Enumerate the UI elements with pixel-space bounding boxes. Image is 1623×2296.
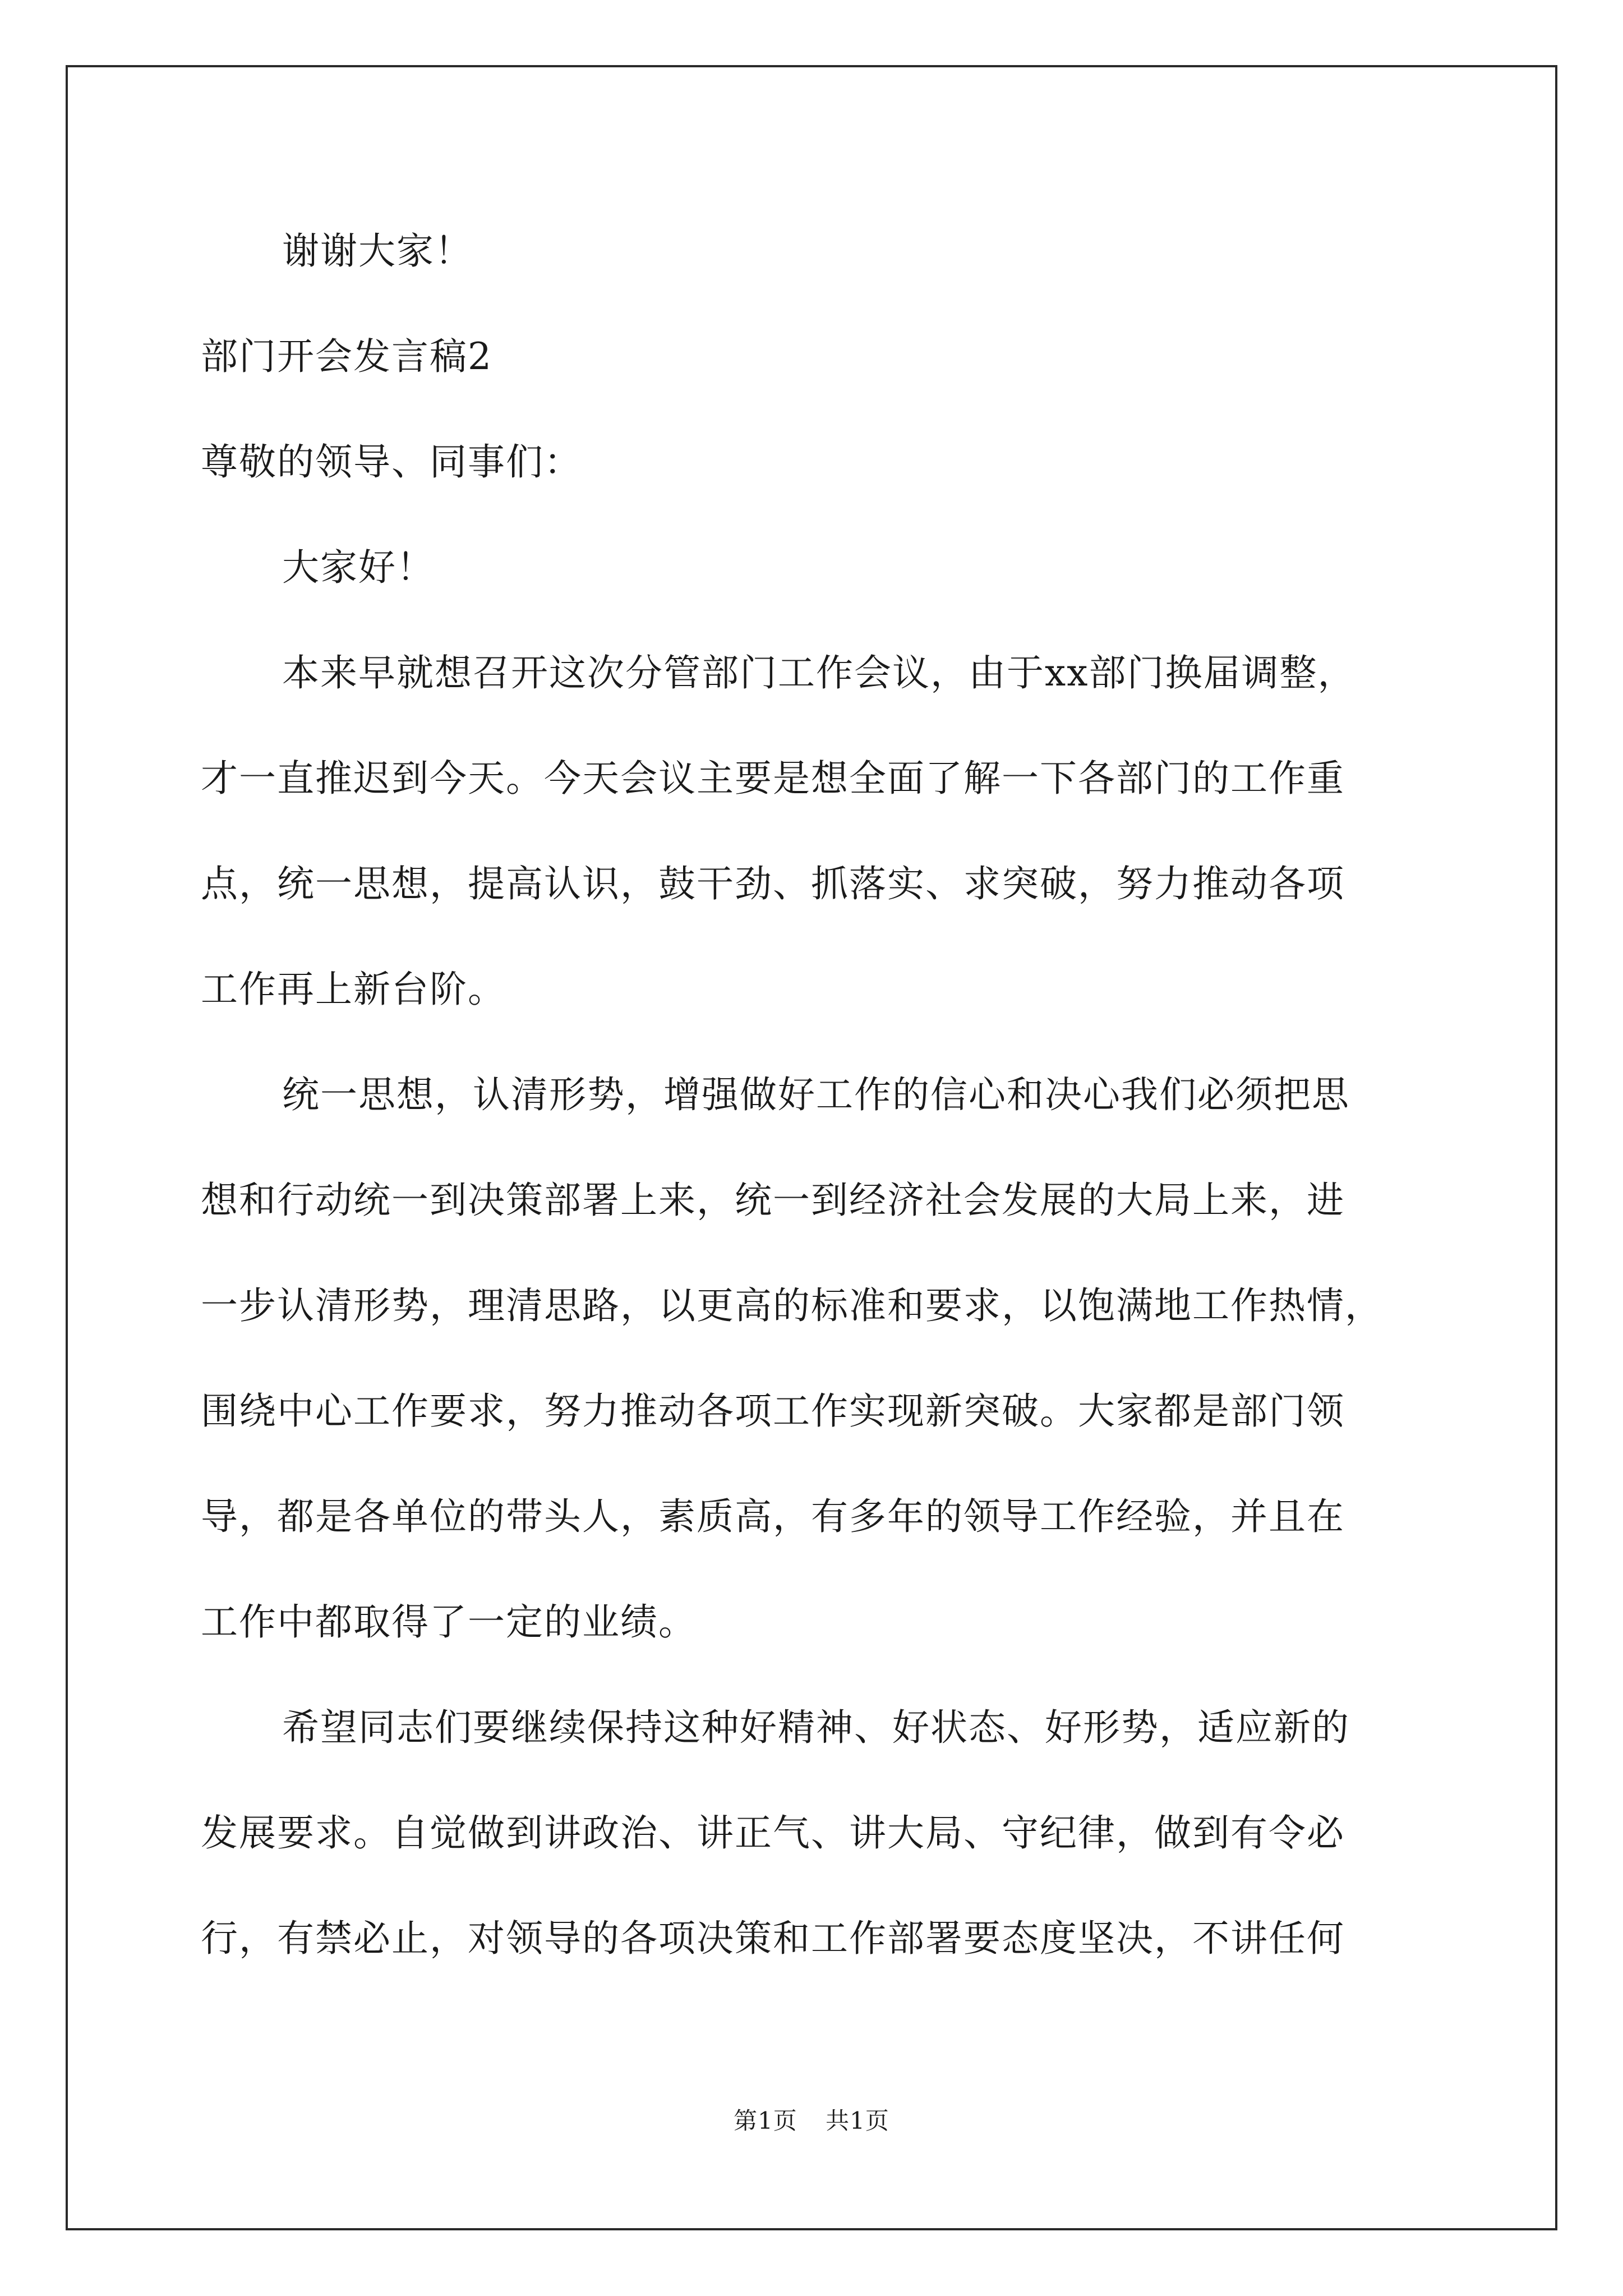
page-footer (0, 2102, 1623, 2136)
greeting: 大家好！ (282, 546, 435, 589)
page-border (66, 65, 1557, 2230)
closing-line: 谢谢大家！ (282, 229, 473, 273)
paragraph-line: 才一直推迟到今天。今天会议主要是想全面了解一下各部门的工作重 (201, 757, 1345, 800)
page-number: 第1页 (734, 2107, 797, 2134)
paragraph-line: 统一思想，认清形势，增强做好工作的信心和决心我们必须把思 (282, 1073, 1350, 1116)
paragraph-line: 点，统一思想，提高认识，鼓干劲、抓落实、求突破，努力推动各项 (201, 862, 1345, 905)
paragraph-line: 一步认清形势，理清思路，以更高的标准和要求，以饱满地工作热情， (201, 1284, 1383, 1327)
paragraph-line: 导，都是各单位的带头人，素质高，有多年的领导工作经验，并且在 (201, 1495, 1345, 1538)
paragraph-line: 行，有禁必止，对领导的各项决策和工作部署要态度坚决，不讲任何 (201, 1917, 1345, 1960)
paragraph-line: 希望同志们要继续保持这种好精神、好状态、好形势，适应新的 (282, 1706, 1350, 1749)
page-total: 共1页 (826, 2107, 889, 2134)
paragraph-line: 围绕中心工作要求，努力推动各项工作实现新突破。大家都是部门领 (201, 1389, 1345, 1433)
paragraph-line: 发展要求。自觉做到讲政治、讲正气、讲大局、守纪律，做到有令必 (201, 1811, 1345, 1855)
section-title: 部门开会发言稿2 (201, 335, 492, 378)
paragraph-line: 工作中都取得了一定的业绩。 (201, 1600, 697, 1644)
paragraph-line: 工作再上新台阶。 (201, 968, 506, 1011)
paragraph-line: 本来早就想召开这次分管部门工作会议，由于xx部门换届调整， (282, 651, 1356, 694)
salutation: 尊敬的领导、同事们： (201, 440, 582, 484)
paragraph-line: 想和行动统一到决策部署上来，统一到经济社会发展的大局上来，进 (201, 1179, 1345, 1222)
